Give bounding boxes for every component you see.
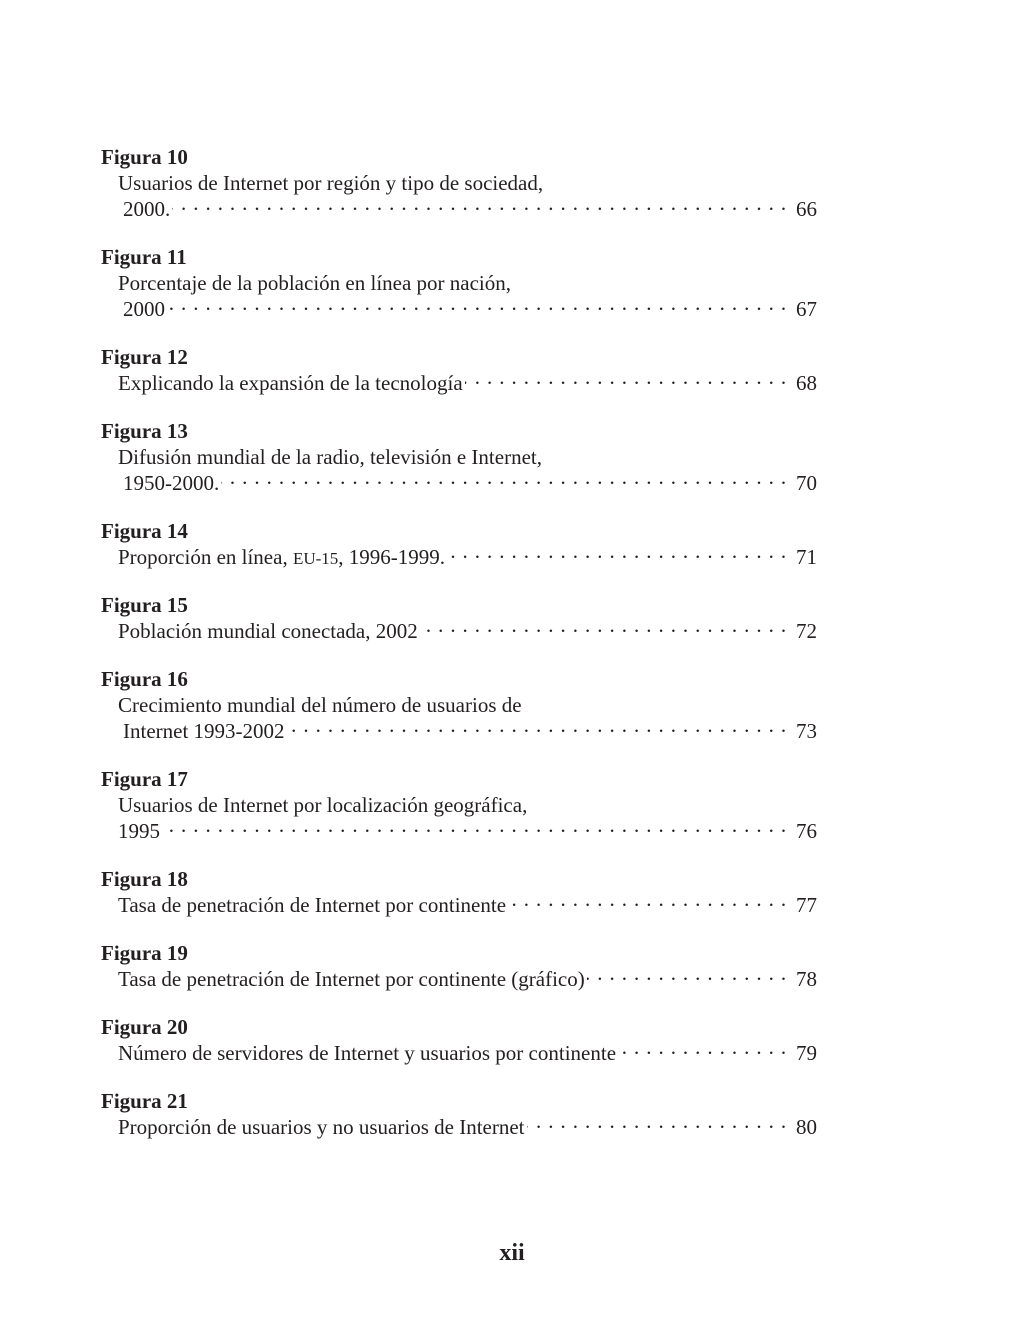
entry-title-end: Internet 1993-2002 <box>123 719 285 743</box>
entry-title-end: 2000 <box>123 297 165 321</box>
entry-title-line <box>101 618 817 644</box>
entry-title-end: 1950-2000. <box>123 471 220 495</box>
dot-leader <box>587 966 787 992</box>
figure-label: Figura 11 <box>101 245 187 269</box>
page-number: 72 <box>796 619 817 643</box>
page-number: 77 <box>796 893 817 917</box>
page-number: 73 <box>796 719 817 743</box>
dot-leader <box>527 1114 788 1140</box>
entry-title: Proporción de usuarios y no usuarios de Internet <box>118 1115 525 1139</box>
toc-entry-figura-17 <box>101 766 817 844</box>
figure-label: Figura 15 <box>101 593 188 617</box>
entry-title-part: Proporción en línea, <box>118 545 293 569</box>
entry-title-line <box>101 692 817 718</box>
figure-label: Figura 12 <box>101 345 188 369</box>
entry-title-line <box>101 270 817 296</box>
toc-entry-figura-16 <box>101 666 817 744</box>
page-number: 71 <box>796 545 817 569</box>
entry-title-line <box>101 792 817 818</box>
entry-title: Población mundial conectada, 2002 <box>118 619 418 643</box>
entry-title-line <box>101 892 817 918</box>
entry-title-part: , 1996-1999. <box>338 545 446 569</box>
page-number: 76 <box>796 819 817 843</box>
entry-title-continuation <box>101 718 817 744</box>
dot-leader <box>508 892 787 918</box>
toc-entry-figura-11 <box>101 244 817 322</box>
figure-label: Figura 18 <box>101 867 188 891</box>
figure-label: Figura 10 <box>101 145 188 169</box>
entry-title: Usuarios de Internet por localización geográfica, <box>118 793 528 817</box>
entry-title: Usuarios de Internet por región y tipo de sociedad, <box>118 171 544 195</box>
dot-leader <box>465 370 787 396</box>
entry-title-end: 2000. <box>123 197 171 221</box>
page-folio: xii <box>499 1240 525 1266</box>
dot-leader <box>162 818 787 844</box>
dot-leader <box>167 296 787 322</box>
page-number: 67 <box>796 297 817 321</box>
toc-entry-figura-14 <box>101 518 817 570</box>
page-number: 79 <box>796 1041 817 1065</box>
figure-label: Figura 13 <box>101 419 188 443</box>
figure-label: Figura 14 <box>101 519 188 543</box>
entry-title: Tasa de penetración de Internet por continente <box>118 893 507 917</box>
page-number: 80 <box>796 1115 817 1139</box>
dot-leader <box>172 196 787 222</box>
toc-entry-figura-20 <box>101 1014 817 1066</box>
entry-title: Explicando la expansión de la tecnología <box>118 371 463 395</box>
page-number: 70 <box>796 471 817 495</box>
entry-title-continuation <box>101 470 817 496</box>
toc-entry-figura-15 <box>101 592 817 644</box>
toc-entry-figura-10 <box>101 144 817 222</box>
entry-title: Número de servidores de Internet y usuarios por continente <box>118 1041 617 1065</box>
entry-title-line <box>101 444 817 470</box>
entry-title-continuation <box>101 196 817 222</box>
figure-label: Figura 16 <box>101 667 188 691</box>
toc-entry-figura-21 <box>101 1088 817 1140</box>
entry-title-continuation <box>101 818 817 844</box>
toc-entry-figura-12 <box>101 344 817 396</box>
dot-leader <box>420 618 787 644</box>
dot-leader <box>618 1040 787 1066</box>
page-number: 66 <box>796 197 817 221</box>
entry-title-end: 1995 <box>118 819 160 843</box>
figure-label: Figura 21 <box>101 1089 188 1113</box>
figure-label: Figura 17 <box>101 767 188 791</box>
entry-title-line <box>101 544 817 570</box>
toc-entry-figura-18 <box>101 866 817 918</box>
entry-title-line <box>101 370 817 396</box>
entry-title-line <box>101 1114 817 1140</box>
figure-label: Figura 20 <box>101 1015 188 1039</box>
dot-leader <box>447 544 787 570</box>
entry-title: Crecimiento mundial del número de usuarios de <box>118 693 522 717</box>
figure-label: Figura 19 <box>101 941 188 965</box>
entry-title <box>118 544 445 572</box>
entry-title-line <box>101 170 817 196</box>
toc-entry-figura-19 <box>101 940 817 992</box>
entry-title-continuation <box>101 296 817 322</box>
dot-leader <box>287 718 787 744</box>
entry-title: Difusión mundial de la radio, televisión e Internet, <box>118 445 542 469</box>
dot-leader <box>221 470 787 496</box>
entry-title: Porcentaje de la población en línea por nación, <box>118 271 512 295</box>
entry-title-line <box>101 966 817 992</box>
entry-title: Tasa de penetración de Internet por continente (gráfico) <box>118 967 585 991</box>
toc-entry-figura-13 <box>101 418 817 496</box>
entry-title-abbrev: EU-15 <box>292 549 339 568</box>
page-number: 78 <box>796 967 817 991</box>
entry-title-line <box>101 1040 817 1066</box>
page-number: 68 <box>796 371 817 395</box>
table-of-figures <box>101 144 817 1162</box>
